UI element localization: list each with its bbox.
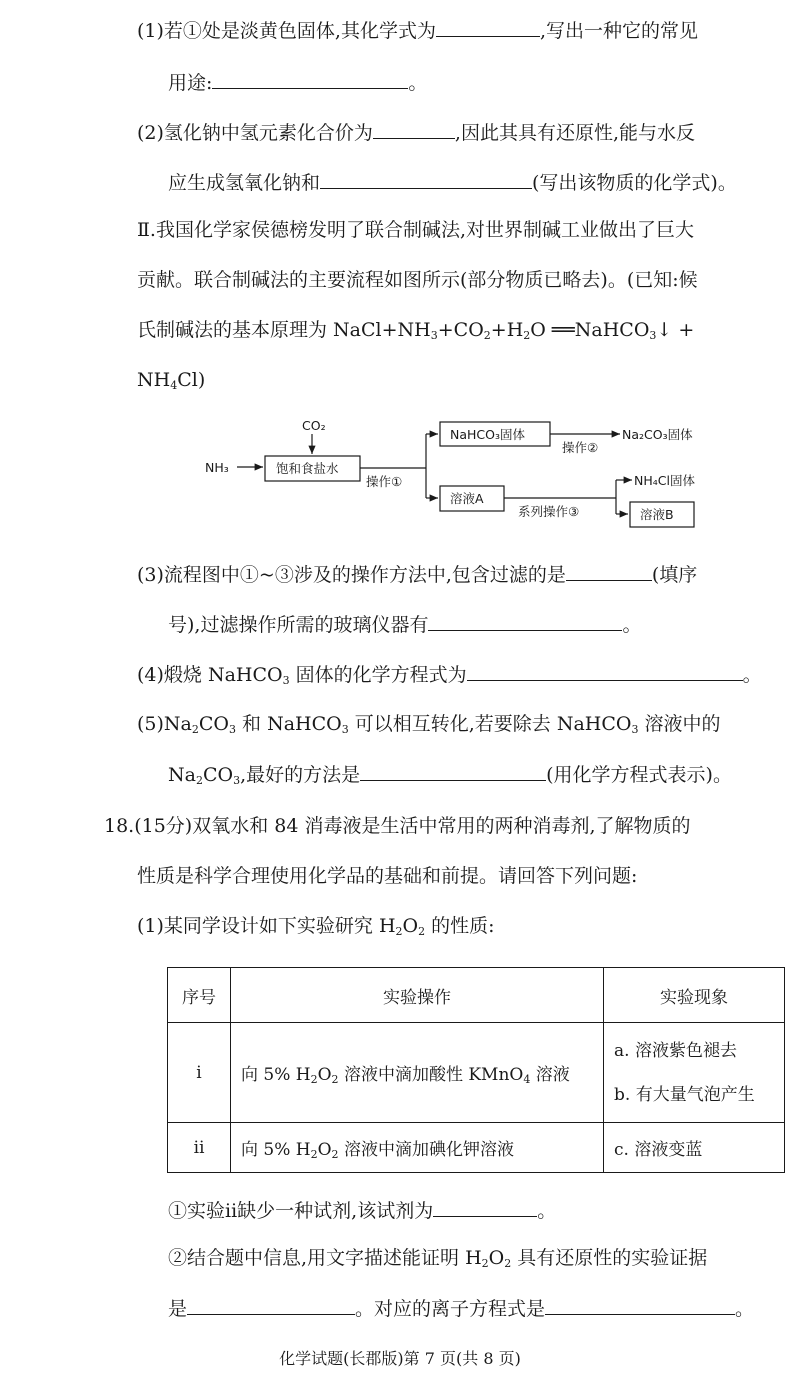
- table-cell-operation: [231, 1023, 604, 1123]
- q2-text-c: 应生成氢氧化钠和: [168, 172, 321, 194]
- sub-4: 4: [170, 379, 178, 392]
- q2-line2: [168, 170, 737, 195]
- q5-text-c: 和 NaHCO: [236, 713, 342, 735]
- sub-2: 2: [195, 774, 203, 787]
- flow-nh4cl-label: NH₄Cl固体: [634, 473, 695, 488]
- sub-q2-b: O: [488, 1247, 505, 1269]
- sub-3: 3: [229, 723, 236, 736]
- part2-text-2: 贡献。联合制碱法的主要流程如图所示(部分物质已略去)。(已知:候: [137, 269, 698, 291]
- q18-sub1: [137, 914, 495, 938]
- table-cell-id: ⅱ: [168, 1123, 231, 1173]
- q18-line1: [104, 814, 691, 838]
- q3-text-d: 。: [622, 614, 642, 636]
- sub-3: 3: [430, 329, 438, 342]
- table-cell-operation: [231, 1123, 604, 1173]
- q3-text-c: 号),过滤操作所需的玻璃仪器有: [168, 614, 429, 636]
- sub-2: 2: [331, 1073, 339, 1086]
- q2-text-d: (写出该物质的化学式)。: [532, 172, 737, 194]
- q5-text-a: (5)Na: [137, 713, 192, 735]
- q18-sub1-a: (1)某同学设计如下实验研究 H: [137, 915, 396, 937]
- q4-text-a: (4)煅烧 NaHCO: [137, 664, 283, 686]
- table-row: [168, 1123, 785, 1173]
- q2-valence-blank[interactable]: [373, 120, 455, 139]
- part2-text-3e: ↓ +: [656, 319, 695, 341]
- q18-sub1-b: O: [402, 915, 419, 937]
- sub-q3-equation-blank[interactable]: [545, 1296, 735, 1315]
- sub-q1-a: ①实验ⅱ缺少一种试剂,该试剂为: [168, 1200, 434, 1222]
- row1-op-d: 溶液: [530, 1065, 570, 1085]
- flow-solution-a-label: 溶液A: [450, 491, 484, 506]
- q3-line2: [168, 612, 641, 637]
- part2-line4: [137, 368, 205, 392]
- table-cell-result: [604, 1023, 785, 1123]
- part2-text-4a: NH: [137, 369, 171, 391]
- row1-op-b: O: [317, 1065, 332, 1085]
- row1-result-b: b. 有大量气泡产生: [614, 1084, 755, 1105]
- flow-brine-label: 饱和食盐水: [276, 461, 339, 476]
- sub-2: 2: [504, 1257, 512, 1270]
- sub-3: 3: [282, 674, 290, 687]
- q1-line2: [168, 70, 427, 95]
- sub-q2: [168, 1246, 707, 1270]
- part2-line3: [137, 318, 694, 342]
- sub-2: 2: [310, 1148, 318, 1161]
- sub-q1-b: 。: [537, 1200, 557, 1222]
- flow-co2-label: CO₂: [302, 418, 326, 433]
- q3-line1: [137, 562, 697, 587]
- sub-q3-b: 。对应的离子方程式是: [355, 1298, 546, 1320]
- flow-op1-label: 操作①: [366, 474, 403, 489]
- q1-use-blank[interactable]: [212, 70, 408, 89]
- q5-line1: [137, 712, 721, 736]
- flow-solution-b-label: 溶液B: [640, 507, 674, 522]
- part2-text-3a: 氏制碱法的基本原理为 NaCl+NH: [137, 319, 431, 341]
- sub-2: 2: [418, 925, 426, 938]
- sub-2: 2: [395, 925, 403, 938]
- q5-text-h: ,最好的方法是: [240, 764, 361, 786]
- q2-line1: [137, 120, 695, 145]
- sub-2: 2: [310, 1073, 318, 1086]
- q1-line1: [137, 18, 698, 43]
- sub-2: 2: [483, 329, 491, 342]
- part2-text-3b: +CO: [437, 319, 484, 341]
- table-cell-id: ⅰ: [168, 1023, 231, 1123]
- table-row: [168, 1023, 785, 1123]
- sub-q3: [168, 1296, 754, 1321]
- part2-text-3c: +H: [490, 319, 524, 341]
- sub-2: 2: [523, 329, 531, 342]
- q3-text-a: (3)流程图中①~③涉及的操作方法中,包含过滤的是: [137, 564, 566, 586]
- q4-equation-blank[interactable]: [467, 662, 743, 681]
- table-header-id: 序号: [168, 968, 231, 1023]
- flow-op3-label: 系列操作③: [518, 504, 580, 519]
- row1-op-a: 向 5% H: [241, 1065, 311, 1085]
- flow-nh3-label: NH₃: [205, 460, 229, 475]
- q1-text-b: ,写出一种它的常见: [539, 20, 699, 42]
- sub-q1: [168, 1198, 556, 1223]
- q3-text-b: (填序: [651, 564, 698, 586]
- sub-q3-c: 。: [735, 1298, 755, 1320]
- q3-glassware-blank[interactable]: [428, 612, 622, 631]
- flow-na2co3-label: Na₂CO₃固体: [622, 427, 693, 442]
- sub-2: 2: [481, 1257, 489, 1270]
- q2-text-b: ,因此其具有还原性,能与水反: [454, 122, 696, 144]
- row2-op-b: O: [317, 1140, 332, 1160]
- flow-diagram: [0, 410, 800, 540]
- row1-op-c: 溶液中滴加酸性 KMnO: [338, 1065, 524, 1085]
- table-cell-result: c. 溶液变蓝: [604, 1123, 785, 1173]
- q4-text-b: 固体的化学方程式为: [289, 664, 467, 686]
- q3-filter-blank[interactable]: [566, 562, 652, 581]
- part2-line1: [137, 218, 694, 242]
- page-footer: 化学试题(长郡版)第 7 页(共 8 页): [279, 1349, 521, 1368]
- experiment-table: [167, 967, 785, 1173]
- table-header-operation: 实验操作: [231, 968, 604, 1023]
- q5-line2: [168, 762, 732, 787]
- sub-3: 3: [649, 329, 657, 342]
- sub-3: 3: [631, 723, 639, 736]
- flow-nahco3-label: NaHCO₃固体: [450, 427, 525, 442]
- q5-text-g: CO: [202, 764, 234, 786]
- q5-text-i: (用化学方程式表示)。: [546, 764, 732, 786]
- flow-op2-label: 操作②: [562, 440, 599, 455]
- sub-3: 3: [341, 723, 349, 736]
- q18-line2: [137, 864, 637, 888]
- q1-text-d: 。: [408, 72, 428, 94]
- part2-line2: [137, 268, 698, 292]
- row1-result-a: a. 溶液紫色褪去: [614, 1040, 737, 1061]
- sub-q1-reagent-blank[interactable]: [433, 1198, 537, 1217]
- sub-2: 2: [191, 723, 199, 736]
- sub-q2-a: ②结合题中信息,用文字描述能证明 H: [168, 1247, 482, 1269]
- q2-product-blank[interactable]: [320, 170, 532, 189]
- q5-text-b: CO: [198, 713, 229, 735]
- q5-text-d: 可以相互转化,若要除去 NaHCO: [348, 713, 632, 735]
- part2-text-3d: O ══NaHCO: [530, 319, 650, 341]
- q1-text-a: (1)若①处是淡黄色固体,其化学式为: [137, 20, 436, 42]
- sub-4: 4: [523, 1073, 531, 1086]
- q4-line: [137, 662, 762, 687]
- q1-formula-blank[interactable]: [436, 18, 540, 37]
- sub-2: 2: [331, 1148, 339, 1161]
- q18-sub1-c: 的性质:: [425, 915, 495, 937]
- table-header-result: 实验现象: [604, 968, 785, 1023]
- q2-text-a: (2)氢化钠中氢元素化合价为: [137, 122, 373, 144]
- q5-text-e: 溶液中的: [638, 713, 721, 735]
- sub-q3-evidence-blank[interactable]: [187, 1296, 355, 1315]
- row2-op-c: 溶液中滴加碘化钾溶液: [338, 1140, 514, 1160]
- row2-op-a: 向 5% H: [241, 1140, 311, 1160]
- sub-q3-a: 是: [168, 1298, 188, 1320]
- sub-q2-c: 具有还原性的实验证据: [511, 1247, 708, 1269]
- q1-text-c: 用途:: [168, 72, 213, 94]
- q5-method-blank[interactable]: [360, 762, 546, 781]
- q18-text-2: 性质是科学合理使用化学品的基础和前提。请回答下列问题:: [137, 865, 638, 887]
- part2-text-1: Ⅱ.我国化学家侯德榜发明了联合制碱法,对世界制碱工业做出了巨大: [137, 219, 694, 241]
- q5-text-f: Na: [168, 764, 196, 786]
- part2-text-4b: Cl): [177, 369, 206, 391]
- q4-text-c: 。: [742, 664, 762, 686]
- q18-text-1: 18.(15分)双氧水和 84 消毒液是生活中常用的两种消毒剂,了解物质的: [104, 815, 691, 837]
- sub-3: 3: [233, 774, 241, 787]
- table-header-row: [168, 968, 785, 1023]
